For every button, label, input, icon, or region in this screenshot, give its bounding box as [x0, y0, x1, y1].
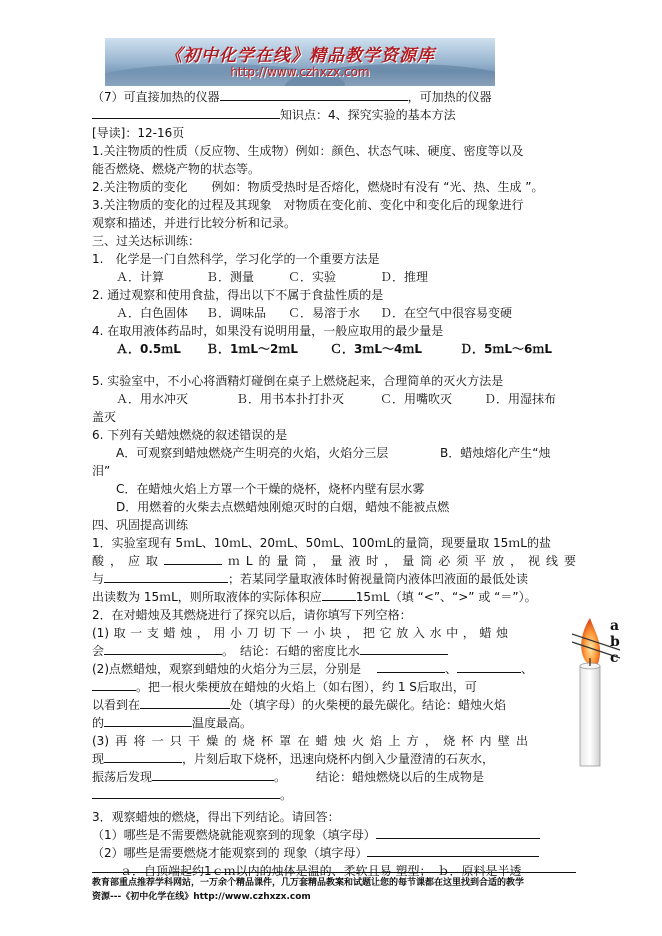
options-row [92, 340, 576, 358]
question-6: 6. 下列有关蜡烛燃烧的叙述错误的是 [92, 428, 288, 442]
option: Ｄ．5ｍL～6ｍL [460, 342, 552, 356]
option: Ｃ．实验 [288, 270, 337, 284]
options-row [92, 444, 576, 462]
option: Ｃ．易溶于水 [288, 306, 361, 320]
figure-label-b: b [610, 634, 620, 650]
text-line: 2.关注物质的变化 例如：物质受热时是否熔化，燃烧时有没有 “光、热、生成 ”。 [92, 180, 544, 194]
text-line: （7）可直接加热的仪器 ，可加热的仪器 [92, 90, 492, 104]
candle-body [580, 666, 600, 766]
section-heading: 四、巩固提高训练 [92, 518, 189, 532]
text-line: 盖灭 [92, 410, 117, 424]
text-line: (1)取一支蜡烛，用小刀切下一小块，把它放入水中，蜡烛 [92, 626, 508, 640]
figure-label-c: c [610, 650, 619, 666]
banner-title: 《初中化学在线》精品教学资源库 [165, 46, 435, 66]
text-line: 振荡后发现 。 结论：蜡烛燃烧以后的生成物是 [92, 770, 485, 784]
text-line: 观察和描述，并进行比较分析和记录。 [92, 216, 297, 230]
worksheet-body [92, 88, 576, 880]
text-line: 知识点：4、探究实验的基本方法 [92, 106, 576, 124]
text-line: 会 。 结论：石蜡的密度比水 [92, 642, 576, 660]
text-line: 酸，应取 ｍL的量筒，量液时，量筒必须平放，视线要 [92, 554, 576, 568]
option: Ａ．计算 [116, 270, 165, 284]
text-line: 。 [92, 786, 576, 804]
text-line: 与 ；若某同学量取液体时俯视量筒内液体凹液面的最低处读 [92, 572, 529, 586]
question-5: 5. 实验室中，不小心将酒精灯碰倒在桌子上燃烧起来，合理简单的灭火方法是 [92, 374, 504, 388]
banner-url[interactable]: http://www.czhxzx.com [230, 65, 370, 79]
text-line: 3．观察蜡烛的燃烧，得出下列结论。请回答： [92, 810, 340, 824]
option: B．蜡烛熔化产生“烛 [440, 446, 551, 460]
text-line: （1）哪些是不需要燃烧就能观察到的现象（填字母） [92, 826, 576, 844]
question-4: 4. 在取用液体药品时，如果没有说明用量，一般应取用的最少量是 [92, 324, 444, 338]
options-row [92, 390, 576, 408]
text-line: 能否燃烧、燃烧产物的状态等。 [92, 162, 261, 176]
header-banner [105, 38, 495, 86]
text-line: 以看到在 处（填字母）的火柴梗的最先碳化。结论：蜡烛火焰 [92, 698, 507, 712]
text-line: 2．在对蜡烛及其燃烧进行了探究以后，请你填写下列空格： [92, 608, 412, 622]
option: Ｃ．用嘴吹灭 [380, 392, 453, 406]
text-line: 的 温度最高。 [92, 716, 253, 730]
section-heading: [导读]：12-16页 [92, 126, 185, 140]
text-line: 泪” [92, 464, 111, 478]
option: Ｃ．3ｍL～4ｍL [330, 342, 422, 356]
options-row [92, 304, 576, 322]
text-line: (2)点燃蜡烛，观察到蜡烛的火焰分为三层，分别是 、 、 [92, 662, 534, 676]
text-line: 现 ，片刻后取下烧杯，迅速向烧杯内倒入少量澄清的石灰水， [92, 752, 495, 766]
option: Ｄ．推理 [380, 270, 429, 284]
question-1: 1. 化学是一门自然科学，学习化学的一个重要方法是 [92, 252, 380, 266]
options-row [92, 268, 576, 286]
option: Ｂ．1ｍL～2ｍL [206, 342, 298, 356]
flame-icon [581, 618, 600, 664]
text-line: 1.关注物质的性质（反应物、生成物）例如：颜色、状态气味、硬度、密度等以及 [92, 144, 524, 158]
text-line: （2）哪些是需要燃烧才能观察到的 现象（填字母） [92, 844, 576, 862]
option: Ｄ．用湿抹布 [484, 392, 557, 406]
option: C．在蜡烛火焰上方罩一个干燥的烧杯，烧杯内壁有层水雾 [116, 482, 425, 496]
footer-line: 教育部重点推荐学科网站，一万余个精品课件，几万套精品教案和试题让您的每节课都在这里找到合适的教学 [92, 878, 525, 888]
option: A．可观察到蜡烛燃烧产生明亮的火焰，火焰分三层 [116, 446, 389, 460]
option: Ｂ．调味品 [206, 306, 267, 320]
option: Ａ．0.5ｍL [116, 342, 181, 356]
option: Ｂ．测量 [206, 270, 255, 284]
text-line: (3)再将一只干燥的烧杯罩在蜡烛火焰上方，烧杯内壁出 [92, 734, 528, 748]
text-line: 1．实验室现有 5ｍL、10ｍL、20ｍL、50ｍL、100ｍL的量筒，现要量取 15ｍL的盐 [92, 536, 551, 550]
footer-line: 资源---《初中化学在线》http://www.czhxzx.com [92, 892, 311, 902]
text-line: 。把一根火柴梗放在蜡烛的火焰上（如右图），约 1 S后取出，可 [92, 678, 576, 696]
candle-figure [568, 612, 628, 772]
page-footer [92, 872, 576, 904]
section-heading: 三、过关达标训练： [92, 234, 201, 248]
figure-label-a: a [610, 618, 620, 634]
text-line: ａ．自顶端起约1ｃｍ以内的烛体是温的、柔软且易 塑型； ｂ．原料是半透 [120, 864, 522, 878]
option: Ａ．用水冲灭 [116, 392, 189, 406]
option: D．用燃着的火柴去点燃蜡烛刚熄灭时的白烟，蜡烛不能被点燃 [116, 500, 450, 514]
option: Ｂ．用书本扑打扑灭 [236, 392, 345, 406]
text-line: 出读数为 15ｍL，则所取液体的实际体积应 15ｍL（填 “<”、“>” 或 “＝”）。 [92, 590, 537, 604]
text-line: 3.关注物质的变化的过程及其现象 对物质在变化前、变化中和变化后的现象进行 [92, 198, 524, 212]
option: Ｄ．在空气中很容易变硬 [380, 306, 513, 320]
question-2: 2. 通过观察和使用食盐，得出以下不属于食盐性质的是 [92, 288, 384, 302]
option: Ａ．白色固体 [116, 306, 189, 320]
